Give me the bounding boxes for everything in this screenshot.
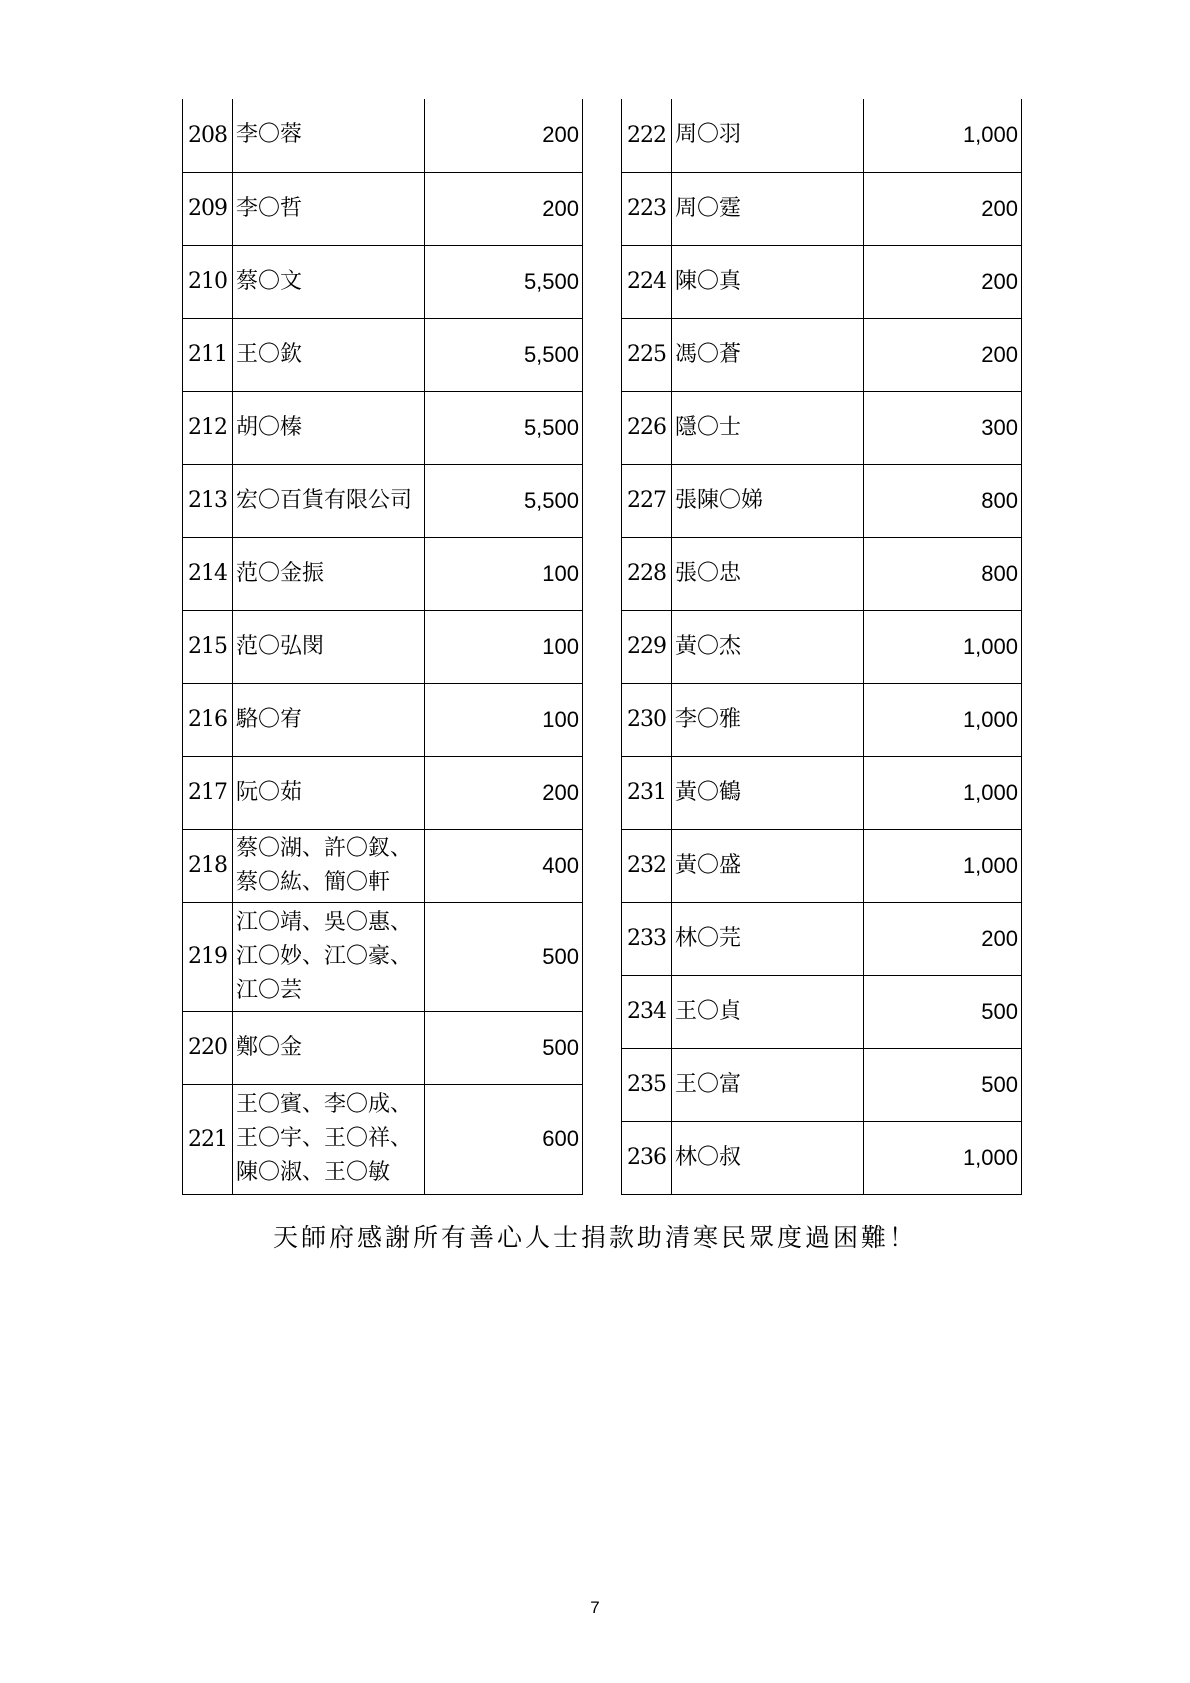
donor-row: [183, 610, 583, 683]
donor-number: 227: [622, 464, 672, 537]
donor-name: 李〇蓉: [233, 99, 425, 172]
donor-name: 周〇霆: [672, 172, 864, 245]
donor-row: [183, 1011, 583, 1084]
donation-amount: 300: [864, 391, 1022, 464]
donor-number: 222: [622, 99, 672, 172]
donor-name: 王〇富: [672, 1048, 864, 1121]
donation-amount: 1,000: [864, 683, 1022, 756]
donor-row: [622, 1121, 1022, 1194]
donor-row: [622, 391, 1022, 464]
donor-number: 216: [183, 683, 233, 756]
donation-amount: 400: [425, 829, 583, 902]
donor-row: [183, 1084, 583, 1194]
donor-name: 江〇靖、吳〇惠、江〇妙、江〇豪、江〇芸: [233, 902, 425, 1011]
donation-amount: 5,500: [425, 464, 583, 537]
donor-number: 235: [622, 1048, 672, 1121]
donor-name: 范〇弘閔: [233, 610, 425, 683]
donor-name: 陳〇真: [672, 245, 864, 318]
donation-amount: 500: [425, 902, 583, 1011]
donation-amount: 100: [425, 683, 583, 756]
donor-row: [183, 391, 583, 464]
donor-name: 蔡〇湖、許〇釵、蔡〇紘、簡〇軒: [233, 829, 425, 902]
donation-amount: 500: [864, 975, 1022, 1048]
donation-amount: 600: [425, 1084, 583, 1194]
donor-number: 219: [183, 902, 233, 1011]
donor-name: 蔡〇文: [233, 245, 425, 318]
donor-number: 209: [183, 172, 233, 245]
donation-amount: 1,000: [864, 1121, 1022, 1194]
donor-name: 張陳〇娣: [672, 464, 864, 537]
donor-name: 林〇叔: [672, 1121, 864, 1194]
donor-name: 周〇羽: [672, 99, 864, 172]
thanks-note: 天師府感謝所有善心人士捐款助清寒民眾度過困難！: [272, 1223, 917, 1252]
donor-row: [622, 610, 1022, 683]
donation-amount: 5,500: [425, 391, 583, 464]
donor-row: [183, 318, 583, 391]
page-number: 7: [590, 1598, 600, 1617]
donor-row: [622, 829, 1022, 902]
donor-number: 232: [622, 829, 672, 902]
donor-row: [183, 245, 583, 318]
donor-number: 218: [183, 829, 233, 902]
donation-amount: 500: [864, 1048, 1022, 1121]
donor-row: [183, 756, 583, 829]
donor-number: 217: [183, 756, 233, 829]
donor-name: 王〇欽: [233, 318, 425, 391]
donor-row: [622, 683, 1022, 756]
donation-amount: 5,500: [425, 245, 583, 318]
donor-row: [622, 172, 1022, 245]
donor-name: 范〇金振: [233, 537, 425, 610]
donation-amount: 1,000: [864, 756, 1022, 829]
donor-row: [622, 902, 1022, 975]
donation-amount: 200: [864, 245, 1022, 318]
donor-row: [183, 464, 583, 537]
donor-row: [183, 829, 583, 902]
donation-amount: 500: [425, 1011, 583, 1084]
donor-row: [183, 683, 583, 756]
donation-amount: 100: [425, 537, 583, 610]
donor-row: [183, 902, 583, 1011]
donation-amount: 200: [864, 172, 1022, 245]
donor-name: 李〇哲: [233, 172, 425, 245]
donor-row: [622, 1048, 1022, 1121]
donor-number: 211: [183, 318, 233, 391]
donor-number: 228: [622, 537, 672, 610]
donor-name: 張〇忠: [672, 537, 864, 610]
donor-table-right: [621, 99, 1022, 1195]
donor-name: 阮〇茹: [233, 756, 425, 829]
donor-row: [622, 318, 1022, 391]
donation-amount: 200: [425, 172, 583, 245]
donor-number: 224: [622, 245, 672, 318]
donation-amount: 800: [864, 464, 1022, 537]
donation-amount: 200: [864, 902, 1022, 975]
donor-name: 駱〇宥: [233, 683, 425, 756]
donor-number: 234: [622, 975, 672, 1048]
donor-number: 230: [622, 683, 672, 756]
donor-row: [622, 537, 1022, 610]
donor-name: 林〇芫: [672, 902, 864, 975]
donor-name: 黃〇盛: [672, 829, 864, 902]
donation-amount: 200: [425, 99, 583, 172]
donation-amount: 1,000: [864, 610, 1022, 683]
donor-number: 225: [622, 318, 672, 391]
donor-number: 220: [183, 1011, 233, 1084]
donor-name: 王〇賓、李〇成、王〇宇、王〇祥、陳〇淑、王〇敏: [233, 1084, 425, 1194]
donor-number: 233: [622, 902, 672, 975]
donor-name: 王〇貞: [672, 975, 864, 1048]
donation-amount: 200: [864, 318, 1022, 391]
donor-row: [183, 99, 583, 172]
donor-number: 210: [183, 245, 233, 318]
donor-number: 231: [622, 756, 672, 829]
donor-row: [622, 975, 1022, 1048]
donor-number: 212: [183, 391, 233, 464]
donor-number: 229: [622, 610, 672, 683]
donor-name: 隱〇士: [672, 391, 864, 464]
donor-number: 214: [183, 537, 233, 610]
donation-amount: 200: [425, 756, 583, 829]
donation-amount: 5,500: [425, 318, 583, 391]
donor-name: 胡〇榛: [233, 391, 425, 464]
donor-row: [183, 537, 583, 610]
donation-amount: 100: [425, 610, 583, 683]
donor-table-left: [182, 99, 583, 1195]
donor-number: 226: [622, 391, 672, 464]
donor-name: 馮〇蒼: [672, 318, 864, 391]
donor-number: 221: [183, 1084, 233, 1194]
donation-amount: 1,000: [864, 99, 1022, 172]
donor-number: 215: [183, 610, 233, 683]
donor-name: 宏〇百貨有限公司: [233, 464, 425, 537]
donor-number: 213: [183, 464, 233, 537]
donor-name: 黃〇鶴: [672, 756, 864, 829]
donor-row: [183, 172, 583, 245]
donor-number: 223: [622, 172, 672, 245]
donation-amount: 1,000: [864, 829, 1022, 902]
donor-row: [622, 245, 1022, 318]
donor-row: [622, 756, 1022, 829]
donor-name: 鄭〇金: [233, 1011, 425, 1084]
donation-amount: 800: [864, 537, 1022, 610]
donor-number: 208: [183, 99, 233, 172]
donor-name: 李〇雅: [672, 683, 864, 756]
donor-row: [622, 464, 1022, 537]
donor-row: [622, 99, 1022, 172]
donor-name: 黃〇杰: [672, 610, 864, 683]
donor-number: 236: [622, 1121, 672, 1194]
